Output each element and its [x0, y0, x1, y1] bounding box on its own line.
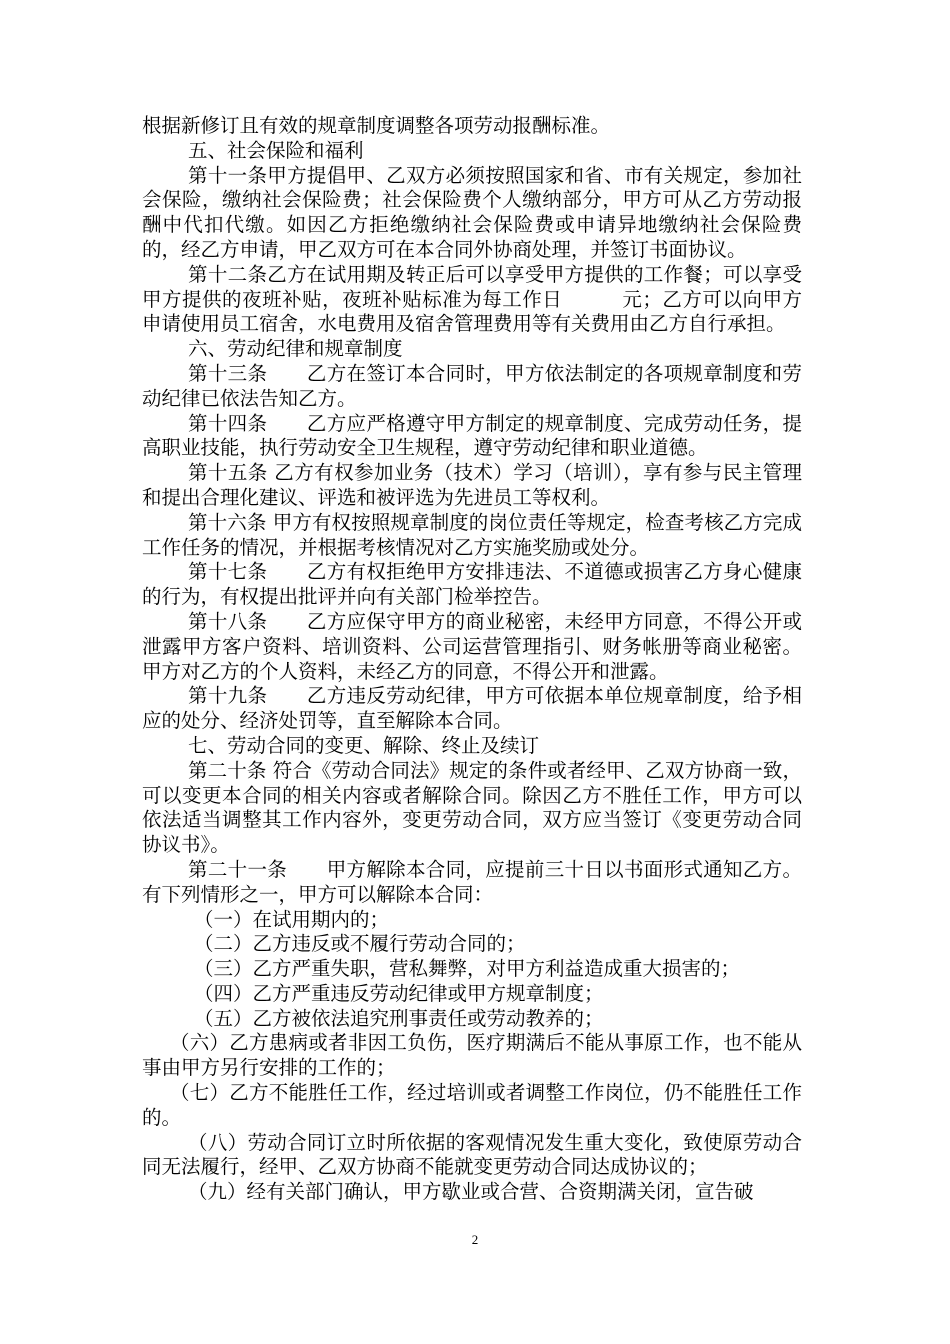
section-heading: 七、劳动合同的变更、解除、终止及续订 [188, 733, 540, 757]
paragraph: 第十九条 乙方违反劳动纪律，甲方可依据本单位规章制度，给予相应的处分、经济处罚等，直至解除本合同。 [142, 684, 802, 733]
paragraph: 第十一条甲方提倡甲、乙双方必须按照国家和省、市有关规定，参加社会保险，缴纳社会保险费；社会保险费个人缴纳部分，甲方可从乙方劳动报酬中代扣代缴。如因乙方拒绝缴纳社会保险费或申请异地缴纳社会保险费的，经乙方申请，甲乙双方可在本合同外协商处理，并签订书面协议。 [142, 163, 802, 261]
paragraph: 第十六条 甲方有权按照规章制度的岗位责任等规定，检查考核乙方完成工作任务的情况，并根据考核情况对乙方实施奖励或处分。 [142, 510, 802, 559]
paragraph: 第十四条 乙方应严格遵守甲方制定的规章制度、完成劳动任务，提高职业技能，执行劳动安全卫生规程，遵守劳动纪律和职业道德。 [142, 411, 802, 460]
list-item: （三）乙方严重失职，营私舞弊，对甲方利益造成重大损害的； [194, 957, 741, 981]
section-heading: 五、社会保险和福利 [188, 138, 364, 162]
paragraph: 第二十一条 甲方解除本合同，应提前三十日以书面形式通知乙方。有下列情形之一，甲方可以解除本合同： [142, 857, 802, 906]
list-item: （八）劳动合同订立时所依据的客观情况发生重大变化，致使原劳动合同无法履行，经甲、乙双方协商不能就变更劳动合同达成协议的； [142, 1130, 802, 1179]
list-item: （六）乙方患病或者非因工负伤，医疗期满后不能从事原工作，也不能从事由甲方另行安排的工作的； [142, 1031, 802, 1080]
paragraph: 第十七条 乙方有权拒绝甲方安排违法、不道德或损害乙方身心健康的行为，有权提出批评并向有关部门检举控告。 [142, 560, 802, 609]
list-item: （五）乙方被依法追究刑事责任或劳动教养的； [194, 1006, 604, 1030]
page-number: 2 [471, 1232, 479, 1247]
paragraph: 根据新修订且有效的规章制度调整各项劳动报酬标准。 [142, 114, 611, 137]
paragraph: 第十三条 乙方在签订本合同时，甲方依法制定的各项规章制度和劳动纪律已依法告知乙方。 [142, 361, 802, 410]
section-heading: 六、劳动纪律和规章制度 [188, 337, 403, 361]
paragraph: 第十八条 乙方应保守甲方的商业秘密，未经甲方同意，不得公开或泄露甲方客户资料、培训资料、公司运营管理指引、财务帐册等商业秘密。甲方对乙方的个人资料，未经乙方的同意，不得公开和泄露。 [142, 609, 802, 683]
document-body [142, 114, 802, 1205]
list-item: （二）乙方违反或不履行劳动合同的； [194, 932, 526, 956]
list-item: （四）乙方严重违反劳动纪律或甲方规章制度； [194, 981, 604, 1005]
list-item: （一）在试用期内的； [194, 907, 390, 931]
list-item: （九）经有关部门确认，甲方歇业或合营、合资期满关闭，宣告破 [188, 1180, 754, 1204]
list-item: （七）乙方不能胜任工作，经过培训或者调整工作岗位，仍不能胜任工作的。 [142, 1081, 802, 1129]
paragraph: 第十五条 乙方有权参加业务（技术）学习（培训），享有参与民主管理和提出合理化建议、评选和被评选为先进员工等权利。 [142, 461, 802, 509]
paragraph: 第二十条 符合《劳动合同法》规定的条件或者经甲、乙双方协商一致，可以变更本合同的相关内容或者解除合同。除因乙方不胜任工作，甲方可以依法适当调整其工作内容外，变更劳动合同，双方应当签订《变更劳动合同协议书》。 [142, 758, 802, 857]
paragraph: 第十二条乙方在试用期及转正后可以享受甲方提供的工作餐；可以享受甲方提供的夜班补贴，夜班补贴标准为每工作日 元；乙方可以向甲方申请使用员工宿舍，水电费用及宿舍管理费用等有关费用由乙方自行承担。 [142, 262, 802, 336]
